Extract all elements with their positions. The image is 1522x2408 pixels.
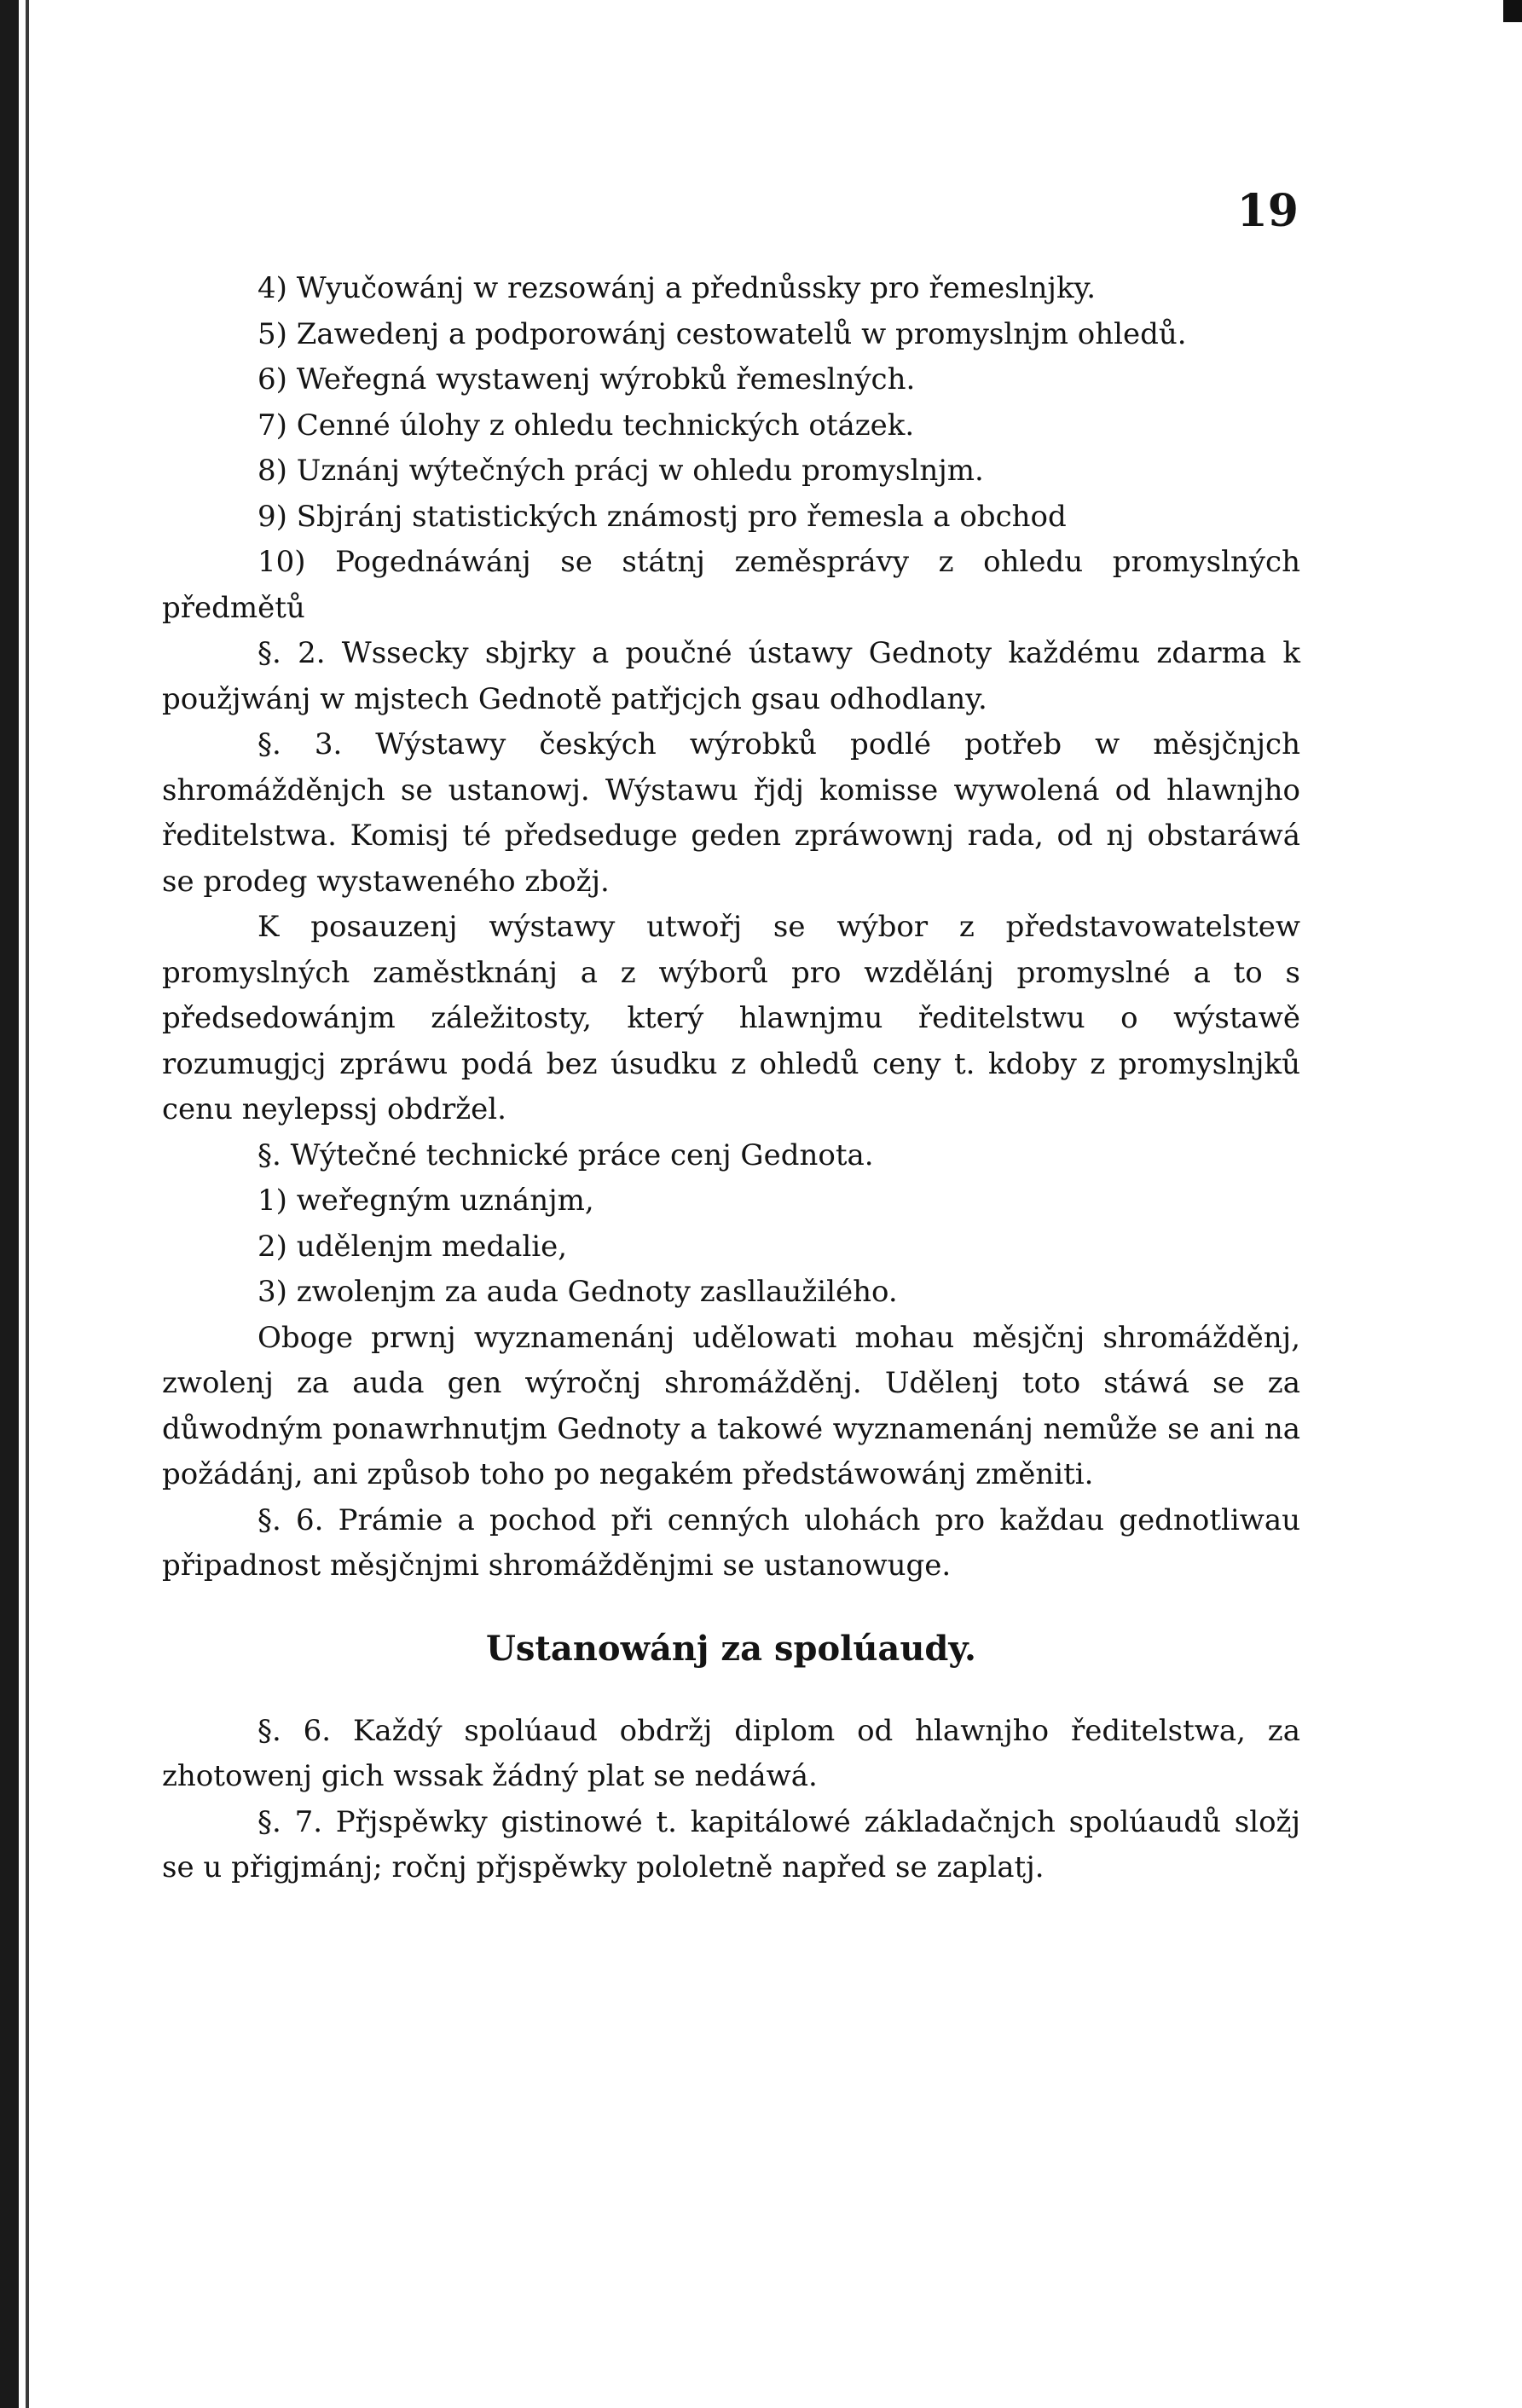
paragraph-distinctions: Oboge prwnj wyznamenánj udělowati mohau měsjčnj shromážděnj, zwolenj za auda gen wýročnj shromážděnj. Udělenj toto stáwá se za důwodným ponawrhnutjm Gednoty a takowé wyznamenánj nemůže se ani na požádánj, ani způsob toho po negakém předstáwowánj změniti. — [162, 1320, 1300, 1491]
text-column — [162, 266, 1300, 1891]
award-item: 3) zwolenjm za auda Gednoty zasllaužilého. — [258, 1275, 898, 1309]
list-item: 5) Zawedenj a podporowánj cestowatelů w promyslnjm ohledů. — [258, 316, 1187, 351]
list-item: 9) Sbjránj statistických známostj pro řemesla a obchod — [258, 499, 1067, 534]
list-item: 7) Cenné úlohy z ohledu technických otázek. — [258, 408, 915, 443]
list-item: 8) Uznánj wýtečných prácj w ohledu promyslnjm. — [258, 454, 984, 488]
paragraph-exhibition-committee: K posauzenj wýstawy utwořj se wýbor z představowatelstew promyslných zaměstknánj a z wýborů pro wzdělánj promyslné a to s předsedowánjm záležitosty, který hlawnjmu ředitelstwu o wýstawě rozumugjcj zpráwu podá bez úsudku z ohledů ceny t. kdoby z promyslnjků cenu neylepssj obdržel. — [162, 910, 1300, 1126]
award-item: 2) udělenjm medalie, — [258, 1229, 568, 1264]
award-item: 1) weřegným uznánjm, — [258, 1184, 594, 1218]
paragraph-section-7: §. 7. Přjspěwky gistinowé t. kapitálowé základačnjch spolúaudů složj se u přigjmánj; ročnj přjspěwky pololetně napřed se zaplatj. — [162, 1804, 1300, 1884]
list-item: 4) Wyučowánj w rezsowánj a přednůssky pro řemeslnjky. — [258, 271, 1097, 305]
paragraph-technical-awards: §. Wýtečné technické práce cenj Gednota. — [258, 1137, 874, 1172]
paragraph-section-6-diploma: §. 6. Každý spolúaud obdržj diplom od hlawnjho ředitelstwa, za zhotowenj gich wssak žádný plat se nedáwá. — [162, 1713, 1300, 1793]
paragraph-section-6-premiums: §. 6. Prámie a pochod při cenných ulohách pro každau gednotliwau připadnost měsjčnjmi shromážděnjmi se ustanowuge. — [162, 1502, 1300, 1583]
paragraph-section-3: §. 3. Wýstawy českých wýrobků podlé potřeb w měsjčnjch shromážděnjch se ustanowj. Wýstawu řjdj komisse wywolená od hlawnjho ředitelstwa. Komisj té předseduge geden zpráwownj rada, od nj obstaráwá se prodeg wystaweného zbožj. — [162, 727, 1300, 899]
binding-edge-line — [26, 0, 29, 2408]
list-item: 6) Weřegná wystawenj wýrobků řemeslných. — [258, 362, 916, 397]
list-item: 10) Pogednáwánj se státnj zeměsprávy z ohledu promyslných předmětů — [162, 545, 1300, 625]
section-heading: Ustanowánj za spolúaudy. — [486, 1628, 976, 1669]
binding-edge — [0, 0, 19, 2408]
page-number: 19 — [1236, 185, 1299, 237]
corner-mark — [1503, 0, 1522, 22]
paragraph-section-2: §. 2. Wssecky sbjrky a poučné ústawy Gednoty každému zdarma k použjwánj w mjstech Gednotě patřjcjch gsau odhodlany. — [162, 636, 1300, 716]
